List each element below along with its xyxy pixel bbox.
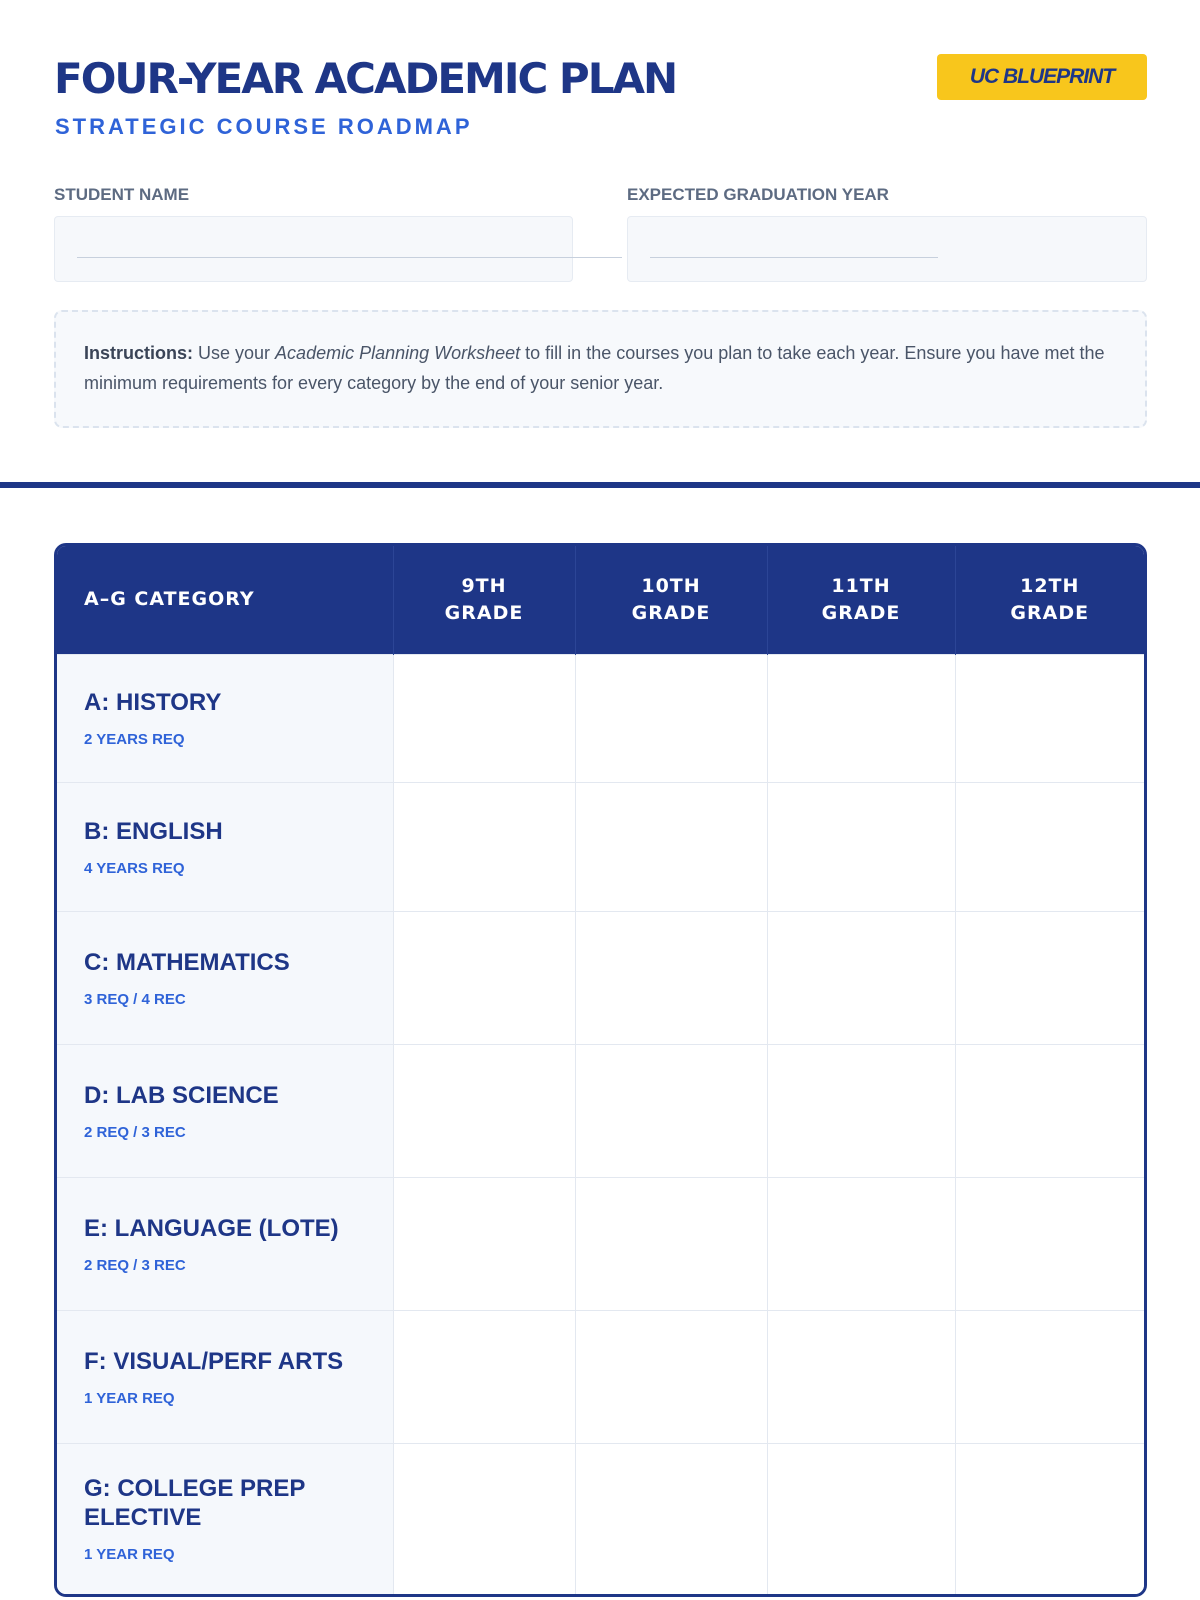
grade-10-header: 10TH GRADE	[575, 546, 767, 654]
course-slot-elective-12[interactable]	[955, 1443, 1144, 1594]
course-plan-table	[54, 543, 1147, 1597]
course-slot-arts-11[interactable]	[767, 1310, 955, 1443]
instructions-worksheet-name: Academic Planning Worksheet	[275, 343, 521, 363]
course-slot-mathematics-12[interactable]	[955, 911, 1144, 1044]
course-slot-elective-9[interactable]	[393, 1443, 575, 1594]
page-subtitle: STRATEGIC COURSE ROADMAP	[55, 114, 473, 139]
table-row	[57, 1310, 1144, 1443]
course-slot-lab-science-10[interactable]	[575, 1044, 767, 1177]
category-requirement: 4 YEARS REQ	[84, 859, 185, 877]
category-requirement: 3 REQ / 4 REC	[84, 990, 186, 1008]
student-name-underline	[77, 257, 622, 258]
course-slot-english-10[interactable]	[575, 782, 767, 911]
course-slot-language-9[interactable]	[393, 1177, 575, 1310]
grade-9-header: 9TH GRADE	[393, 546, 575, 654]
section-divider	[0, 482, 1200, 488]
course-slot-arts-10[interactable]	[575, 1310, 767, 1443]
instructions-box	[54, 310, 1147, 428]
category-cell-elective	[57, 1443, 393, 1594]
course-slot-arts-9[interactable]	[393, 1310, 575, 1443]
category-requirement: 1 YEAR REQ	[84, 1546, 175, 1564]
category-cell-history	[57, 654, 393, 782]
course-slot-english-11[interactable]	[767, 782, 955, 911]
category-name: D: LAB SCIENCE	[84, 1081, 279, 1109]
category-cell-arts	[57, 1310, 393, 1443]
course-slot-elective-10[interactable]	[575, 1443, 767, 1594]
table-row	[57, 1443, 1144, 1594]
graduation-year-label: EXPECTED GRADUATION YEAR	[627, 185, 889, 204]
table-row	[57, 911, 1144, 1044]
category-column-header: A–G CATEGORY	[57, 546, 393, 654]
category-requirement: 2 YEARS REQ	[84, 731, 185, 748]
course-slot-mathematics-11[interactable]	[767, 911, 955, 1044]
category-requirement: 1 YEAR REQ	[84, 1389, 175, 1407]
category-name: G: COLLEGE PREP ELECTIVE	[84, 1475, 305, 1532]
category-cell-language	[57, 1177, 393, 1310]
course-slot-language-11[interactable]	[767, 1177, 955, 1310]
grade-11-header: 11TH GRADE	[767, 546, 955, 654]
course-slot-lab-science-11[interactable]	[767, 1044, 955, 1177]
page-title: FOUR-YEAR ACADEMIC PLAN	[54, 54, 677, 103]
course-slot-language-12[interactable]	[955, 1177, 1144, 1310]
category-requirement: 2 REQ / 3 REC	[84, 1256, 186, 1274]
course-slot-arts-12[interactable]	[955, 1310, 1144, 1443]
category-name: F: VISUAL/PERF ARTS	[84, 1347, 344, 1375]
course-slot-english-9[interactable]	[393, 782, 575, 911]
category-cell-lab-science	[57, 1044, 393, 1177]
page-header	[54, 50, 1147, 150]
category-cell-mathematics	[57, 911, 393, 1044]
category-name: A: HISTORY	[84, 689, 222, 716]
table-row	[57, 654, 1144, 782]
course-slot-mathematics-9[interactable]	[393, 911, 575, 1044]
course-slot-elective-11[interactable]	[767, 1443, 955, 1594]
instructions-text-before: Use your	[193, 343, 276, 363]
course-slot-history-12[interactable]	[955, 654, 1144, 782]
course-slot-english-12[interactable]	[955, 782, 1144, 911]
course-slot-history-9[interactable]	[393, 654, 575, 782]
category-requirement: 2 REQ / 3 REC	[84, 1123, 186, 1141]
category-name: C: MATHEMATICS	[84, 948, 290, 976]
grade-12-header: 12TH GRADE	[955, 546, 1144, 654]
table-header-row	[57, 546, 1144, 654]
category-name: E: LANGUAGE (LOTE)	[84, 1214, 339, 1242]
student-name-field[interactable]	[54, 216, 573, 282]
instructions-text-after: to fill in the courses you plan to take each year. Ensure you have met the minimum requirements for every category by the end of your senior year.	[84, 343, 1105, 393]
instructions-lead: Instructions:	[84, 343, 194, 363]
course-slot-history-11[interactable]	[767, 654, 955, 782]
graduation-year-underline	[650, 257, 938, 258]
category-cell-english	[57, 782, 393, 911]
table-row	[57, 1177, 1144, 1310]
course-slot-language-10[interactable]	[575, 1177, 767, 1310]
course-slot-lab-science-9[interactable]	[393, 1044, 575, 1177]
course-slot-lab-science-12[interactable]	[955, 1044, 1144, 1177]
category-name: B: ENGLISH	[84, 817, 223, 845]
table-row	[57, 782, 1144, 911]
student-name-label: STUDENT NAME	[54, 185, 190, 204]
uc-blueprint-badge: UC BLUEPRINT	[937, 54, 1147, 100]
course-slot-mathematics-10[interactable]	[575, 911, 767, 1044]
table-row	[57, 1044, 1144, 1177]
graduation-year-field[interactable]	[627, 216, 1147, 282]
course-slot-history-10[interactable]	[575, 654, 767, 782]
